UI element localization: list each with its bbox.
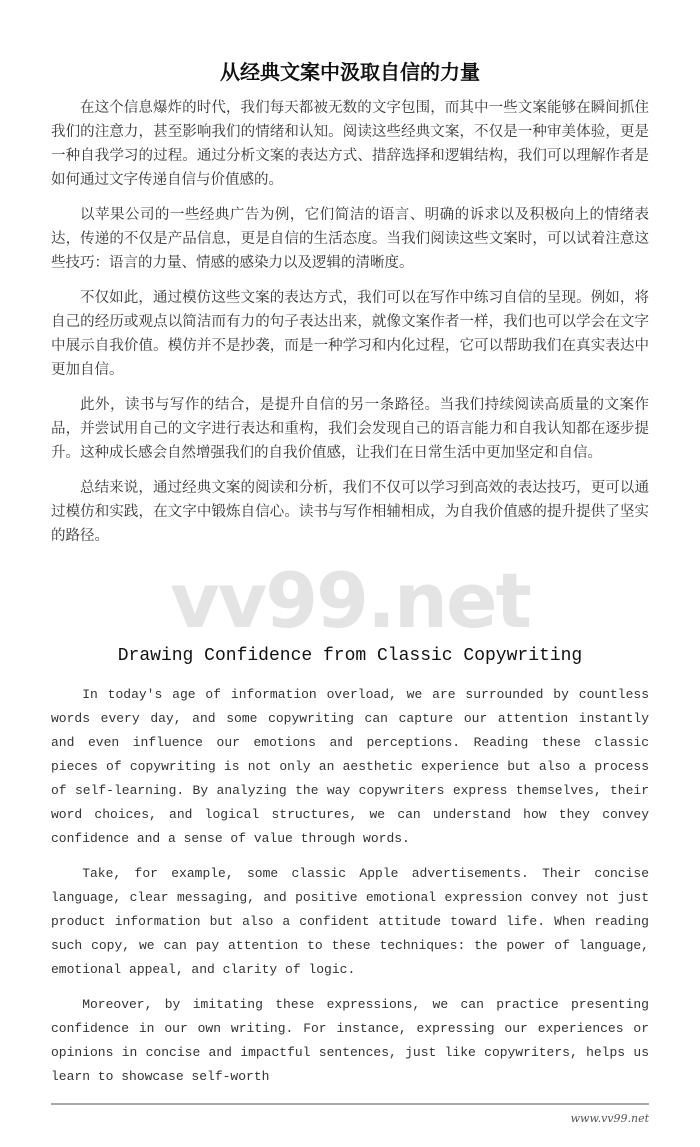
english-title: Drawing Confidence from Classic Copywriting <box>117 646 583 666</box>
footer-url: www.vv99.net <box>570 1112 649 1125</box>
chinese-title: 从经典文案中汲取自信的力量 <box>220 60 480 84</box>
watermark: vv99.net <box>170 556 530 645</box>
chinese-paragraph: 在这个信息爆炸的时代，我们每天都被无数的文字包围，而其中一些文案能够在瞬间抓住我们的注意力，甚至影响我们的情绪和认知。阅读这些经典文案，不仅是一种审美体验，更是一种自我学习的过程。通过分析文案的表达方式、措辞选择和逻辑结构，我们可以理解作者是如何通过文字传递自信与价值感的。 <box>51 100 649 188</box>
footer <box>51 1103 649 1147</box>
chinese-paragraph: 不仅如此，通过模仿这些文案的表达方式，我们可以在写作中练习自信的呈现。例如，将自己的经历或观点以简洁而有力的句子表达出来，就像文案作者一样，我们也可以学会在文字中展示自我价值。模仿并不是抄袭，而是一种学习和内化过程，它可以帮助我们在真实表达中更加自信。 <box>51 290 649 378</box>
chinese-body <box>51 96 649 548</box>
english-paragraph: In today's age of information overload, we are surrounded by countless words every day, and some copywriting can capture our attention instantly and even influence our emotions and perceptions. Reading these classic pieces of copywriting is not only an aesthetic experience but also a process of self-learning. By analyzing the way copywriters express themselves, their word choices, and logical structures, we can understand how they convey confidence and a sense of value through words. <box>51 687 649 846</box>
english-body <box>51 683 649 1089</box>
chinese-paragraph: 总结来说，通过经典文案的阅读和分析，我们不仅可以学习到高效的表达技巧，更可以通过模仿和实践，在文字中锻炼自信心。读书与写作相辅相成，为自我价值感的提升提供了坚实的路径。 <box>51 480 649 544</box>
chinese-paragraph: 以苹果公司的一些经典广告为例，它们简洁的语言、明确的诉求以及积极向上的情绪表达，传递的不仅是产品信息，更是自信的生活态度。当我们阅读这些文案时，可以试着注意这些技巧：语言的力量、情感的感染力以及逻辑的清晰度。 <box>51 207 649 271</box>
english-paragraph: Moreover, by imitating these expressions, we can practice presenting confidence in our own writing. For instance, expressing our experiences or opinions in concise and impactful sentences, just like copywriters, helps us learn to showcase self-worth <box>51 997 649 1084</box>
chinese-paragraph: 此外，读书与写作的结合，是提升自信的另一条路径。当我们持续阅读高质量的文案作品，并尝试用自己的文字进行表达和重构，我们会发现自己的语言能力和自我认知都在逐步提升。这种成长感会自然增强我们的自我价值感，让我们在日常生活中更加坚定和自信。 <box>51 397 649 461</box>
english-paragraph: Take, for example, some classic Apple advertisements. Their concise language, clear messaging, and positive emotional expression convey not just product information but also a confident attitude toward life. When reading such copy, we can pay attention to these techniques: the power of language, emotional appeal, and clarity of logic. <box>51 866 649 977</box>
document-page <box>51 0 649 1147</box>
